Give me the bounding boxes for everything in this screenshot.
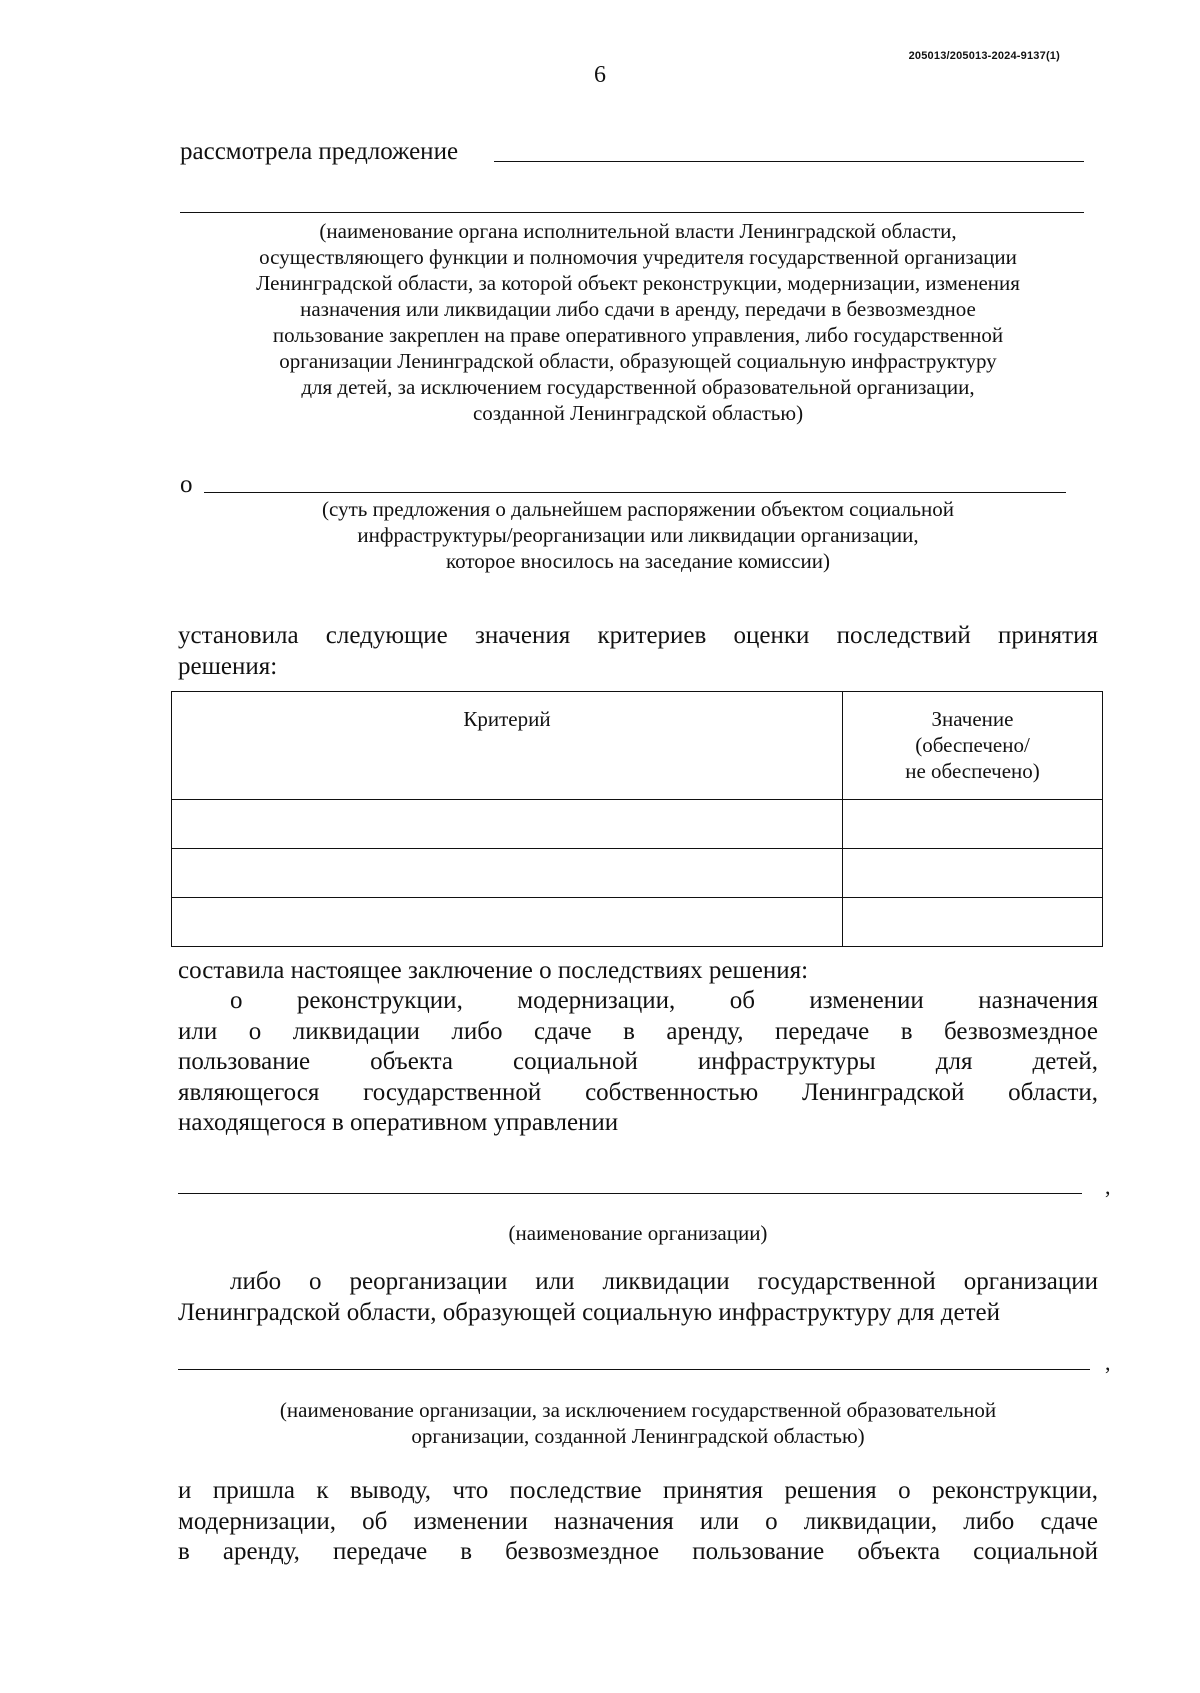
proposal-essence-caption	[150, 496, 1126, 574]
paragraph-line: являющегося государственной собственностью Ленинградской области,	[178, 1078, 1098, 1106]
value-cell	[843, 849, 1103, 898]
line-comma: ,	[1105, 1174, 1111, 1199]
criterion-cell	[172, 898, 843, 947]
header-value-line: Значение	[931, 707, 1014, 731]
reorganization-paragraph	[178, 1267, 1098, 1328]
paragraph-line: или о ликвидации либо сдаче в аренду, передаче в безвозмездное	[178, 1017, 1098, 1045]
value-cell	[843, 898, 1103, 947]
document-registration-number: 205013/205013-2024-9137(1)	[908, 50, 1060, 62]
paragraph-line: модернизации, об изменении назначения или о ликвидации, либо сдаче	[178, 1507, 1098, 1535]
table-row	[172, 849, 1103, 898]
organization-exception-caption	[150, 1397, 1126, 1449]
caption-line: инфраструктуры/реорганизации или ликвидации организации,	[357, 523, 919, 547]
caption-line: для детей, за исключением государственной образовательной организации,	[301, 375, 975, 399]
criterion-cell	[172, 849, 843, 898]
caption-line: которое вносилось на заседание комиссии)	[446, 549, 830, 573]
organization-fill-line	[178, 1193, 1082, 1194]
caption-line: назначения или ликвидации либо сдачи в аренду, передачи в безвозмездное	[300, 297, 976, 321]
criterion-cell	[172, 800, 843, 849]
header-value-line: не обеспечено)	[905, 759, 1040, 783]
criteria-intro-line: установила следующие значения критериев оценки последствий принятия	[178, 622, 1098, 649]
paragraph-line: Ленинградской области, образующей социальную инфраструктуру для детей	[178, 1298, 1000, 1326]
paragraph-line: находящегося в оперативном управлении	[178, 1109, 619, 1137]
conclusion-intro: составила настоящее заключение о последствиях решения:	[178, 957, 809, 984]
caption-line: (суть предложения о дальнейшем распоряжении объектом социальной	[322, 497, 954, 521]
criteria-intro-line: решения:	[178, 653, 278, 680]
paragraph-line: в аренду, передаче в безвозмездное пользование объекта социальной	[178, 1538, 1098, 1566]
proposal-fill-line	[494, 161, 1084, 162]
caption-line: созданной Ленинградской областью)	[472, 401, 804, 425]
caption-line: (наименование организации, за исключением государственной образовательной	[279, 1398, 997, 1422]
line-comma: ,	[1105, 1350, 1111, 1375]
header-criterion: Критерий	[172, 692, 843, 800]
organization-fill-line-2	[178, 1369, 1090, 1370]
organization-caption: (наименование организации)	[508, 1221, 768, 1245]
authority-caption	[150, 218, 1126, 426]
authority-fill-line	[180, 212, 1084, 213]
caption-line: организации, созданной Ленинградской областью)	[411, 1424, 865, 1448]
header-value	[843, 692, 1103, 800]
page-number: 6	[594, 62, 606, 88]
caption-line: Ленинградской области, за которой объект реконструкции, модернизации, изменения	[256, 271, 1020, 295]
considered-proposal-label: рассмотрела предложение	[180, 138, 459, 165]
caption-line: (наименование органа исполнительной власти Ленинградской области,	[319, 219, 957, 243]
caption-line: пользование закреплен на праве оперативного управления, либо государственной	[272, 323, 1004, 347]
paragraph-line: о реконструкции, модернизации, об изменении назначения	[230, 987, 1098, 1014]
paragraph-line: и пришла к выводу, что последствие принятия решения о реконструкции,	[178, 1477, 1098, 1504]
about-label: о	[180, 471, 193, 498]
conclusion-paragraph	[178, 986, 1098, 1139]
caption-line: организации Ленинградской области, образующей социальную инфраструктуру	[279, 349, 997, 373]
paragraph-line: пользование объекта социальной инфраструктуры для детей,	[178, 1048, 1098, 1076]
final-paragraph	[178, 1476, 1098, 1568]
paragraph-line: либо о реорганизации или ликвидации государственной организации	[230, 1268, 1098, 1295]
table-row	[172, 898, 1103, 947]
caption-line: осуществляющего функции и полномочия учредителя государственной организации	[259, 245, 1017, 269]
table-row	[172, 800, 1103, 849]
header-value-line: (обеспечено/	[915, 733, 1030, 757]
about-fill-line	[204, 492, 1066, 493]
criteria-table	[171, 691, 1103, 947]
table-header-row	[172, 692, 1103, 800]
value-cell	[843, 800, 1103, 849]
